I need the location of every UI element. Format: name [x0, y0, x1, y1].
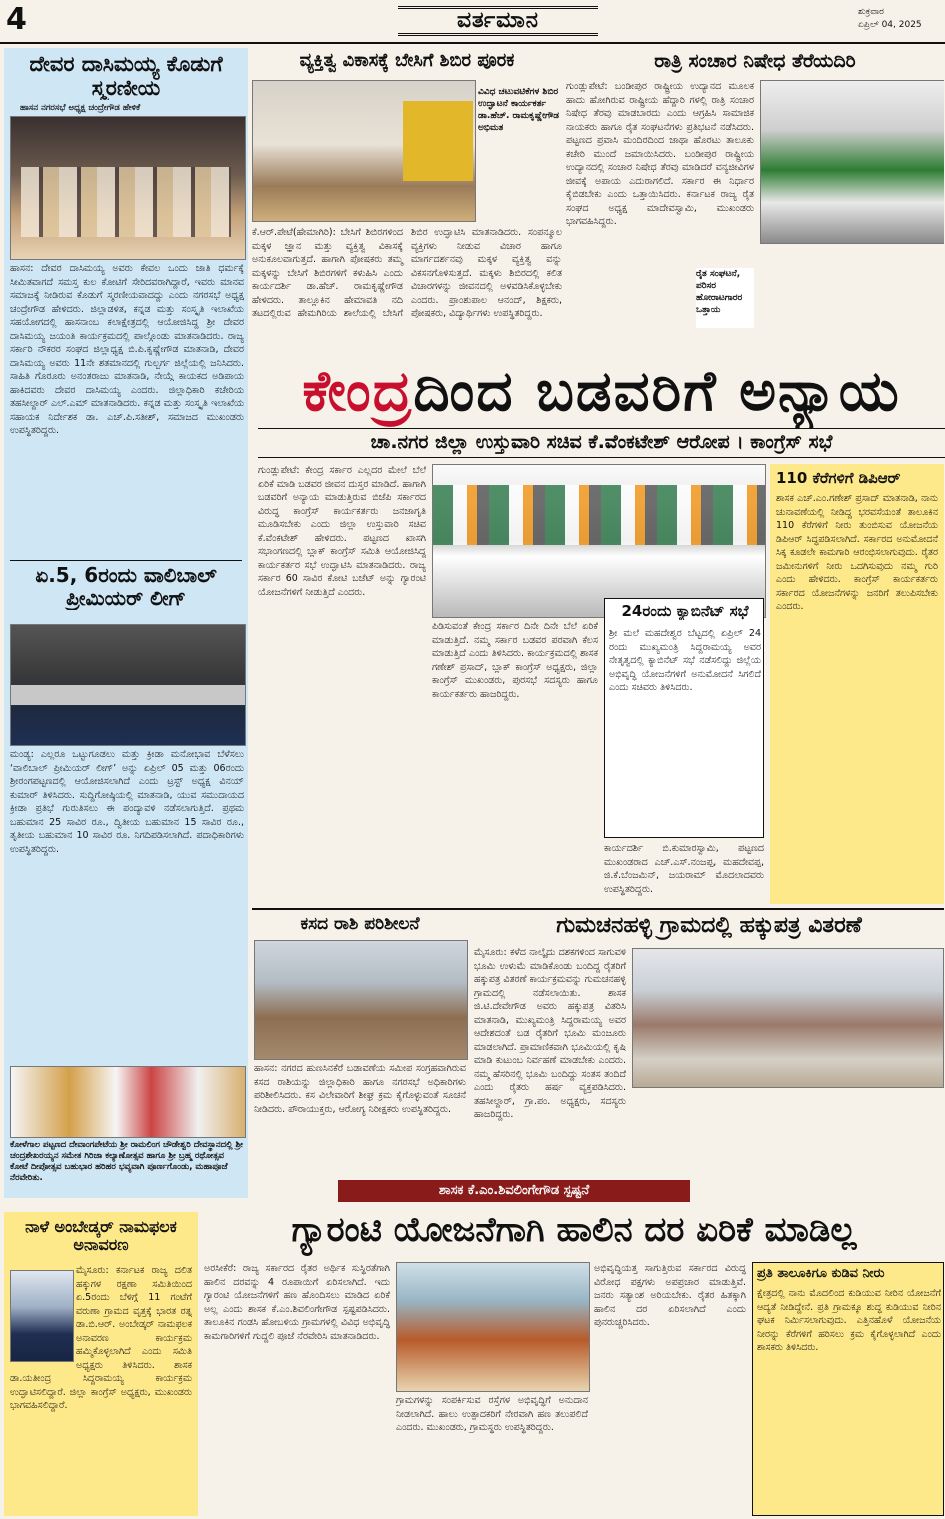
milk-col-1: ಅರಸೀಕೆರೆ: ರಾಜ್ಯ ಸರ್ಕಾರದ ರೈತರ ಅರ್ಥಿಕ ಸುಸ್ಥಿರತೆಗಾಗಿ ಹಾಲಿನ ದರವನ್ನು 4 ರೂಪಾಯಿಗೆ ಏರಿಸಲಾಗಿದೆ. ಇದು ಗ್ಯಾರಂಟಿ ಯೋಜನೆಗಳಿಗೆ ಹಣ ಹೊಂದಿಸಲು ಮಾಡಿದ ಏರಿಕೆ ಅಲ್ಲ ಎಂದು ಶಾಸಕ ಕೆ.ಎಂ.ಶಿವಲಿಂಗೇಗೌಡ ಸ್ಪಷ್ಟಪಡಿಸಿದರು. ತಾಲೂಕಿನ ಗಂಡಸಿ ಹೋಬಳಿಯ ಗ್ರಾಮಗಳಲ್ಲಿ ವಿವಿಧ ಅಭಿವೃದ್ಧಿ ಕಾಮಗಾರಿಗಳಿಗೆ ಗುದ್ದಲಿ ಪೂಜೆ ನೆರವೇರಿಸಿ ಮಾತನಾಡಿದರು.	[204, 1263, 390, 1342]
page-number: 4	[6, 2, 27, 37]
water-box-heading: ಪ್ರತಿ ತಾಲೂಕಿಗೂ ಕುಡಿವ ನೀರು	[757, 1267, 885, 1281]
left-story-1-headline: ದೇವರ ದಾಸಿಮಯ್ಯ ಕೊಡುಗೆ ಸ್ಮರಣೀಯ	[29, 52, 223, 101]
curfew-story	[566, 48, 944, 354]
water-box	[752, 1262, 944, 1516]
left-story-2-headline: ಏ.5, 6ರಂದು ವಾಲಿಬಾಲ್ ಪ್ರೀಮಿಯರ್ ಲೀಗ್	[35, 564, 217, 610]
water-box-body: ಕ್ಷೇತ್ರದಲ್ಲಿ ನಾನು ಮೊದಲಿಂದ ಕುಡಿಯುವ ನೀರಿನ ಯೋಜನೆಗೆ ಆದ್ಯತೆ ನೀಡಿದ್ದೇನೆ. ಪ್ರತಿ ಗ್ರಾಮಕ್ಕೂ ಶುದ್ಧ ಕುಡಿಯುವ ನೀರಿನ ಘಟಕ ನಿರ್ಮಿಸಲಾಗುವುದು. ಎತ್ತಿನಹೊಳೆ ಯೋಜನೆಯ ನೀರನ್ನು ಕೆರೆಗಳಿಗೆ ಹರಿಸಲು ಕ್ರಮ ಕೈಗೊಳ್ಳಲಾಗಿದೆ ಎಂದು ಶಾಸಕರು ತಿಳಿಸಿದರು.	[757, 1288, 941, 1353]
lead-headline	[258, 360, 945, 428]
camp-photo-caption: ವಿವಿಧ ಚಟುವಟಿಕೆಗಳ ಶಿಬಿರ ಉದ್ಘಾಟನೆ ಕಾರ್ಯಕರ್ತ ಡಾ.ಹೆಚ್. ರಾಮಕೃಷ್ಣೇಗೌಡ ಅಭಿಮತ	[478, 87, 560, 133]
section-rule	[252, 908, 944, 910]
curfew-pull-quote: ರೈತ ಸಂಘಟನೆ, ಪರಿಸರ ಹೋರಾಟಗಾರರ ಒತ್ತಾಯ	[696, 268, 754, 328]
dpr-body: ಶಾಸಕ ಎಚ್.ಎಂ.ಗಣೇಶ್ ಪ್ರಸಾದ್ ಮಾತನಾಡಿ, ನಾನು ಚುನಾವಣೆಯಲ್ಲಿ ನೀಡಿದ್ದ ಭರವಸೆಯಂತೆ ತಾಲೂಕಿನ 110 ಕೆರೆಗಳಿಗೆ ನೀರು ತುಂಬಿಸುವ ಯೋಜನೆಯ ಡಿಪಿಆರ್ ಸಿದ್ಧಪಡಿಸಲಾಗಿದೆ. ಸರ್ಕಾರದ ಅನುಮೋದನೆ ಸಿಕ್ಕ ಕೂಡಲೇ ಕಾಮಗಾರಿ ಆರಂಭಿಸಲಾಗುವುದು. ರೈತರ ಜಮೀನುಗಳಿಗೆ ನೀರು ಒದಗಿಸುವುದು ನಮ್ಮ ಗುರಿ ಎಂದು ಹೇಳಿದರು. ಕಾಂಗ್ರೆಸ್ ಕಾರ್ಯಕರ್ತರು ಸರ್ಕಾರದ ಯೋಜನೆಗಳನ್ನು ಜನರಿಗೆ ತಲುಪಿಸಬೇಕು ಎಂದರು.	[776, 493, 938, 612]
left-story-2-photo	[10, 624, 246, 746]
lead-col-1: ಗುಂಡ್ಲುಪೇಟೆ: ಕೇಂದ್ರ ಸರ್ಕಾರ ಎಲ್ಲದರ ಮೇಲೆ ಬೆಲೆ ಏರಿಕೆ ಮಾಡಿ ಬಡವರ ಜೀವನ ದುಸ್ತರ ಮಾಡಿದೆ. ಹಾಗಾಗಿ ಬಡವರಿಗೆ ಅನ್ಯಾಯ ಮಾಡುತ್ತಿರುವ ಬಿಜೆಪಿ ಸರ್ಕಾರದ ವಿರುದ್ಧ ಕಾಂಗ್ರೆಸ್ ಕಾರ್ಯಕರ್ತರು ಜನಜಾಗೃತಿ ಮೂಡಿಸಬೇಕು ಎಂದು ಜಿಲ್ಲಾ ಉಸ್ತುವಾರಿ ಸಚಿವ ಕೆ.ವೆಂಕಟೇಶ್ ಹೇಳಿದರು. ಪಟ್ಟಣದ ಖಾಸಗಿ ಸಭಾಂಗಣದಲ್ಲಿ ಬ್ಲಾಕ್ ಕಾಂಗ್ರೆಸ್ ಸಮಿತಿ ಆಯೋಜಿಸಿದ್ದ ಕಾರ್ಯಕರ್ತರ ಸಭೆ ಉದ್ಘಾಟಿಸಿ ಮಾತನಾಡಿದರು. ರಾಜ್ಯ ಸರ್ಕಾರ 60 ಸಾವಿರ ಕೋಟಿ ಬಜೆಟ್ ಅನ್ನು ಗ್ಯಾರಂಟಿ ಯೋಜನೆಗಳಿಗೆ ನೀಡುತ್ತಿದೆ ಎಂದರು.	[258, 465, 426, 598]
lead-photo	[432, 464, 766, 618]
milk-kicker: ಶಾಸಕ ಕೆ.ಎಂ.ಶಿವಲಿಂಗೇಗೌಡ ಸ್ಪಷ್ಟನೆ	[338, 1180, 690, 1202]
garbage-story	[252, 912, 468, 1174]
ambedkar-panel	[4, 1212, 198, 1516]
dateline-day: ಶುಕ್ರವಾರ	[858, 7, 884, 17]
deeds-photo	[632, 948, 944, 1088]
cabinet-box-body: ಶ್ರೀ ಮಲೆ ಮಹದೇಶ್ವರ ಬೆಟ್ಟದಲ್ಲಿ ಏಪ್ರಿಲ್ 24 ರಂದು ಮುಖ್ಯಮಂತ್ರಿ ಸಿದ್ದರಾಮಯ್ಯ ಅವರ ನೇತೃತ್ವದಲ್ಲಿ ಕ್ಯಾಬಿನೆಟ್ ಸಭೆ ನಡೆಸಲಿದ್ದು ಜಿಲ್ಲೆಯ ಅಭಿವೃದ್ಧಿ ಯೋಜನೆಗಳಿಗೆ ಅನುಮೋದನೆ ಸಿಗಲಿದೆ ಎಂದು ಸಚಿವರು ತಿಳಿಸಿದರು.	[609, 628, 761, 693]
dateline	[858, 6, 942, 32]
lead-col-3: ಕಾರ್ಯದರ್ಶಿ ಬಿ.ಕುಮಾರಸ್ವಾಮಿ, ಪಟ್ಟಣದ ಮುಖಂಡರಾದ ಎಚ್.ಎಸ್.ನಂಜಪ್ಪ, ಮಹದೇವಪ್ಪ, ಜಿ.ಕೆ.ಬೆಂಜಮಿನ್, ಜಯರಾಮ್ ಮೊದಲಾದವರು ಉಪಸ್ಥಿತರಿದ್ದರು.	[604, 843, 764, 895]
newspaper-brand: ವರ್ತಮಾನ	[398, 6, 598, 36]
deeds-story	[474, 912, 944, 1174]
temple-event-caption: ಕೋಳೆಗಾಲ ಪಟ್ಟಣದ ದೇವಾಂಗಪೇಟೆಯ ಶ್ರೀ ರಾಮಲಿಂಗ ಚೌಡೇಶ್ವರಿ ದೇವಸ್ಥಾನದಲ್ಲಿ ಶ್ರೀ ಚಂದ್ರಶೇಖರಯ್ಯನ ಸಮೇತ ಗಿರಿಜಾ ಕಲ್ಯಾಣೋತ್ಸವ ಹಾಗೂ ಶ್ರೀ ಬ್ರಹ್ಮ ರಥೋತ್ಸವ ಕೋಟೆ ದೀಪೋತ್ಸವ ಬಹುಭಾರ ಹರಿಹರ ಭವ್ಯವಾಗಿ ಪೂರ್ಣಗೊಂಡು, ಮಹಾಪೂಜೆ ನೆರವೇರಿತು.	[10, 1140, 243, 1183]
masthead	[0, 0, 945, 44]
ambedkar-body	[10, 1264, 192, 1512]
left-story-1-body: ಹಾಸನ: ದೇವರ ದಾಸಿಮಯ್ಯ ಅವರು ಕೇವಲ ಒಂದು ಜಾತಿ ಧರ್ಮಕ್ಕೆ ಸೀಮಿತವಾಗದೆ ಸಮಸ್ತ ಕುಲ ಕೋಟಿಗೆ ಸೇರಿದವರಾಗಿದ್ದಾರೆ, ಇವರು ಮಾನವ ಸಮಾಜಕ್ಕೆ ನೀಡಿರುವ ಕೊಡುಗೆ ಸ್ಮರಣೀಯವಾದದ್ದು ಎಂದು ನಗರಸಭೆ ಅಧ್ಯಕ್ಷ ಚಂದ್ರೇಗೌಡ ಹೇಳಿದರು. ಜಿಲ್ಲಾಡಳಿತ, ಕನ್ನಡ ಮತ್ತು ಸಂಸ್ಕೃತಿ ಇಲಾಖೆಯ ಸಹಯೋಗದಲ್ಲಿ ಹಾಸನಾಂಬ ಕಲಾಕ್ಷೇತ್ರದಲ್ಲಿ ಆಯೋಜಿಸಿದ್ದ ಶ್ರೀ ದೇವರ ದಾಸಿಮಯ್ಯ ಜಯಂತಿ ಕಾರ್ಯಕ್ರಮದಲ್ಲಿ ಪಾಲ್ಗೊಂಡು ಮಾತನಾಡಿದರು. ರಾಜ್ಯ ಸರ್ಕಾರಿ ನೌಕರರ ಸಂಘದ ಜಿಲ್ಲಾಧ್ಯಕ್ಷ ಬಿ.ಪಿ.ಕೃಷ್ಣೇಗೌಡ ಮಾತನಾಡಿ, ದೇವರ ದಾಸಿಮಯ್ಯ ಅವರು 11ನೇ ಶತಮಾನದಲ್ಲಿ ಗುಲ್ಬರ್ಗ ಜಿಲ್ಲೆಯಲ್ಲಿ ಜನಿಸಿದರು. ಸಾಹಿತಿ ಗೊರೂರು ಅನಂತರಾಜು ಮಾತನಾಡಿ, ನೇಯ್ಗೆ ಕಾಯಕದ ಅಡಿಪಾಯ ಹಾಕಿದವರು ದೇವರ ದಾಸಿಮಯ್ಯ ಎಂದರು. ಜಿಲ್ಲಾಧಿಕಾರಿ ಕಚೇರಿಯ ತಹಸೀಲ್ದಾರ್ ಎಲ್.ಎಮ್ ಮಾತನಾಡಿದರು. ಕನ್ನಡ ಮತ್ತು ಸಂಸ್ಕೃತಿ ಇಲಾಖೆಯ ಸಹಾಯಕ ನಿರ್ದೇಶಕ ಡಾ. ಎಚ್.ಪಿ.ಸತೀಶ್, ಸಮಾಜದ ಮುಖಂಡರು ಉಪಸ್ಥಿತರಿದ್ದರು.	[10, 263, 244, 436]
ambedkar-body-text: ಮೈಸೂರು: ಕರ್ನಾಟಕ ರಾಜ್ಯ ದಲಿತ ಹಕ್ಕುಗಳ ರಕ್ಷಣಾ ಸಮಿತಿಯಿಂದ ಏ.5ರಂದು ಬೆಳಿಗ್ಗೆ 11 ಗಂಟೆಗೆ ವರುಣಾ ಗ್ರಾಮದ ವೃತ್ತಕ್ಕೆ ಭಾರತ ರತ್ನ ಡಾ.ಬಿ.ಆರ್. ಅಂಬೇಡ್ಕರ್ ನಾಮಫಲಕ ಅನಾವರಣ ಕಾರ್ಯಕ್ರಮ ಹಮ್ಮಿಕೊಳ್ಳಲಾಗಿದೆ ಎಂದು ಸಮಿತಿ ಅಧ್ಯಕ್ಷರು ತಿಳಿಸಿದರು. ಶಾಸಕ ಡಾ.ಯತೀಂದ್ರ ಸಿದ್ದರಾಮಯ್ಯ ಕಾರ್ಯಕ್ರಮ ಉದ್ಘಾಟಿಸಲಿದ್ದಾರೆ. ಜಿಲ್ಲಾ ಕಾಂಗ್ರೆಸ್ ಅಧ್ಯಕ್ಷರು, ಮುಖಂಡರು ಭಾಗವಹಿಸಲಿದ್ದಾರೆ.	[10, 1265, 192, 1411]
camp-photo	[252, 80, 476, 222]
lead-col-2: ಪಿಡಿಸುವಂತೆ ಕೇಂದ್ರ ಸರ್ಕಾರ ದಿನೇ ದಿನೇ ಬೆಲೆ ಏರಿಕೆ ಮಾಡುತ್ತಿದೆ. ನಮ್ಮ ಸರ್ಕಾರ ಬಡವರ ಪರವಾಗಿ ಕೆಲಸ ಮಾಡುತ್ತಿದೆ ಎಂದು ತಿಳಿಸಿದರು. ಕಾರ್ಯಕ್ರಮದಲ್ಲಿ ಶಾಸಕ ಗಣೇಶ್ ಪ್ರಸಾದ್, ಬ್ಲಾಕ್ ಕಾಂಗ್ರೆಸ್ ಅಧ್ಯಕ್ಷರು, ಜಿಲ್ಲಾ ಕಾಂಗ್ರೆಸ್ ಮುಖಂಡರು, ಪುರಸಭೆ ಸದಸ್ಯರು ಹಾಗೂ ಕಾರ್ಯಕರ್ತರು ಹಾಜರಿದ್ದರು.	[432, 621, 598, 700]
cabinet-box-heading: 24ರಂದು ಕ್ಯಾಬಿನೆಟ್ ಸಭೆ	[621, 603, 749, 620]
temple-event-photo	[10, 1066, 246, 1138]
camp-story	[252, 48, 562, 354]
ambedkar-headline: ನಾಳೆ ಅಂಬೇಡ್ಕರ್ ನಾಮಫಲಕ ಅನಾವರಣ	[25, 1218, 177, 1255]
camp-body: ಕೆ.ಆರ್.ಪೇಟೆ(ಹೇಮಾಗಿರಿ): ಬೇಸಿಗೆ ಶಿಬಿರಗಳಿಂದ ಮಕ್ಕಳ ಜ್ಞಾನ ಮತ್ತು ವ್ಯಕ್ತಿತ್ವ ವಿಕಾಸಕ್ಕೆ ಅನುಕೂಲವಾಗುತ್ತದೆ. ಹಾಗಾಗಿ ಪೋಷಕರು ತಮ್ಮ ಮಕ್ಕಳನ್ನು ಬೇಸಿಗೆ ಶಿಬಿರಗಳಿಗೆ ಕಳುಹಿಸಿ ಎಂದು ಕಾರ್ಯದರ್ಶಿ ಡಾ.ಹೆಚ್. ರಾಮಕೃಷ್ಣೇಗೌಡ ಹೇಳಿದರು. ತಾಲ್ಲೂಕಿನ ಹೇಮಾವತಿ ನದಿ ತಟದಲ್ಲಿರುವ ಹೇಮಗಿರಿಯ ಶಾಲೆಯಲ್ಲಿ ಬೇಸಿಗೆ ಶಿಬಿರ ಉದ್ಘಾಟಿಸಿ ಮಾತನಾಡಿದರು. ಸಂಪನ್ಮೂಲ ವ್ಯಕ್ತಿಗಳು ನೀಡುವ ವಿಚಾರ ಹಾಗೂ ಮಾರ್ಗದರ್ಶನವು ಮಕ್ಕಳ ವ್ಯಕ್ತಿತ್ವ ವನ್ನು ವಿಕಸನಗೊಳಿಸುತ್ತದೆ. ಮಕ್ಕಳು ಶಿಬಿರದಲ್ಲಿ ಕಲಿತ ವಿಚಾರಗಳನ್ನು ಜೀವನದಲ್ಲಿ ಅಳವಡಿಸಿಕೊಳ್ಳಬೇಕು ಎಂದರು. ಪ್ರಾಂಶುಪಾಲ ಆನಂದ್, ಶಿಕ್ಷಕರು, ಪೋಷಕರು, ವಿದ್ಯಾರ್ಥಿಗಳು ಉಪಸ್ಥಿತರಿದ್ದರು.	[252, 227, 562, 319]
milk-col-3: ಅಭಿವೃದ್ಧಿಯತ್ತ ಸಾಗುತ್ತಿರುವ ಸರ್ಕಾರದ ವಿರುದ್ಧ ವಿರೋಧ ಪಕ್ಷಗಳು ಅಪಪ್ರಚಾರ ಮಾಡುತ್ತಿವೆ. ಜನರು ಸತ್ಯಾಂಶ ಅರಿಯಬೇಕು. ರೈತರ ಹಿತಕ್ಕಾಗಿ ಹಾಲಿನ ದರ ಏರಿಸಲಾಗಿದೆ ಎಂದು ಪುನರುಚ್ಚರಿಸಿದರು.	[594, 1263, 746, 1328]
curfew-headline: ರಾತ್ರಿ ಸಂಚಾರ ನಿಷೇಧ ತೆರೆಯದಿರಿ	[654, 50, 856, 72]
dpr-heading: 110 ಕೆರೆಗಳಿಗೆ ಡಿಪಿಆರ್	[776, 470, 901, 487]
dpr-sidebar	[770, 464, 944, 904]
curfew-body-continued	[760, 246, 944, 352]
deeds-body: ಮೈಸೂರು: ಕಳೆದ ನಾಲ್ಕೈದು ದಶಕಗಳಿಂದ ಸಾಗುವಳಿ ಭೂಮಿ ಉಳುಮೆ ಮಾಡಿಕೊಂಡು ಬಂದಿದ್ದ ರೈತರಿಗೆ ಹಕ್ಕುಪತ್ರ ವಿತರಣೆ ಕಾರ್ಯಕ್ರಮವನ್ನು ಗುಮಚನಹಳ್ಳಿ ಗ್ರಾಮದಲ್ಲಿ ನಡೆಸಲಾಯಿತು. ಶಾಸಕ ಜಿ.ಟಿ.ದೇವೇಗೌಡ ಅವರು ಹಕ್ಕುಪತ್ರ ವಿತರಿಸಿ ಮಾತನಾಡಿ, ಮುಖ್ಯಮಂತ್ರಿ ಸಿದ್ದರಾಮಯ್ಯ ಅವರ ಆದೇಶದಂತೆ ಬಡ ರೈತರಿಗೆ ಭೂಮಿ ಮಂಜೂರು ಮಾಡಲಾಗಿದೆ. ಪ್ರಾಮಾಣಿಕವಾಗಿ ಭೂಮಿಯಲ್ಲಿ ಕೃಷಿ ಮಾಡಿ ಕುಟುಂಬ ನಿರ್ವಹಣೆ ಮಾಡಬೇಕು ಎಂದರು. ನಮ್ಮ ಹೆಸರಿನಲ್ಲಿ ಭೂಮಿ ಬಂದಿದ್ದು ಸಂತಸ ತಂದಿದೆ ಎಂದು ರೈತರು ಹರ್ಷ ವ್ಯಕ್ತಪಡಿಸಿದರು. ತಹಸೀಲ್ದಾರ್, ಗ್ರಾ.ಪಂ. ಅಧ್ಯಕ್ಷರು, ಸದಸ್ಯರು ಹಾಜರಿದ್ದರು.	[474, 947, 626, 1120]
portrait-spacer	[10, 1264, 76, 1364]
lead-headline-red: ಕೇಂದ್ರ	[302, 360, 414, 424]
curfew-body: ಗುಂಡ್ಲುಪೇಟೆ: ಬಂಡೀಪುರ ರಾಷ್ಟ್ರೀಯ ಉದ್ಯಾನದ ಮೂಲಕ ಹಾದು ಹೋಗಿರುವ ರಾಷ್ಟ್ರೀಯ ಹೆದ್ದಾರಿ ಗಳಲ್ಲಿ ರಾತ್ರಿ ಸಂಚಾರ ನಿಷೇಧ ತೆರವು ಮಾಡಬಾರದು ಎಂದು ಆಗ್ರಹಿಸಿ ಸಾಮಾಜಿಕ ನಾಯಕರು ಹಾಗೂ ರೈತ ಸಂಘಟನೆಗಳು ಪ್ರತಿಭಟನೆ ನಡೆಸಿದರು. ಪಟ್ಟಣದ ಪ್ರವಾಸಿ ಮಂದಿರದಿಂದ ಜಾಥಾ ಹೊರಟು ತಾಲೂಕು ಕಚೇರಿ ಮುಂದೆ ಜಮಾಯಿಸಿದರು. ಬಂಡೀಪುರ ರಾಷ್ಟ್ರೀಯ ಉದ್ಯಾನದಲ್ಲಿ ಸಂಚಾರ ನಿಷೇಧ ತೆರವು ಮಾಡಿದರೆ ವನ್ಯಜೀವಿಗಳ ಜೀವಕ್ಕೆ ಅಪಾಯ ಎದುರಾಗಲಿದೆ. ಸರ್ಕಾರ ಈ ನಿರ್ಧಾರ ಕೈಬಿಡಬೇಕು ಎಂದು ಒತ್ತಾಯಿಸಿದರು. ಕರ್ನಾಟಕ ರಾಜ್ಯ ರೈತ ಸಂಘದ ಅಧ್ಯಕ್ಷ ಮಾದೇವಸ್ವಾಮಿ, ಮುಖಂಡರು ಭಾಗವಹಿಸಿದ್ದರು.	[566, 81, 754, 227]
left-panel	[4, 48, 248, 1198]
camp-headline: ವ್ಯಕ್ತಿತ್ವ ವಿಕಾಸಕ್ಕೆ ಬೇಸಿಗೆ ಶಿಬಿರ ಪೂರಕ	[299, 50, 515, 71]
garbage-body: ಹಾಸನ: ನಗರದ ಹುಣಸಿನಕೆರೆ ಬಡಾವಣೆಯ ಸಮೀಪ ಸಂಗ್ರಹವಾಗಿರುವ ಕಸದ ರಾಶಿಯನ್ನು ಜಿಲ್ಲಾಧಿಕಾರಿ ಹಾಗೂ ನಗರಸಭೆ ಅಧಿಕಾರಿಗಳು ಪರಿಶೀಲಿಸಿದರು. ಕಸ ವಿಲೇವಾರಿಗೆ ಶೀಘ್ರ ಕ್ರಮ ಕೈಗೊಳ್ಳುವಂತೆ ಸೂಚನೆ ನೀಡಿದರು. ಪೌರಾಯುಕ್ತರು, ಆರೋಗ್ಯ ನಿರೀಕ್ಷಕರು ಉಪಸ್ಥಿತರಿದ್ದರು.	[254, 1063, 466, 1115]
lead-subheadline: ಚಾ.ನಗರ ಜಿಲ್ಲಾ ಉಸ್ತುವಾರಿ ಸಚಿವ ಕೆ.ವೆಂಕಟೇಶ್ ಆರೋಪ । ಕಾಂಗ್ರೆಸ್ ಸಭೆ	[258, 428, 945, 458]
milk-col-2: ಗ್ರಾಮಗಳನ್ನು ಸಂಪರ್ಕಿಸುವ ರಸ್ತೆಗಳ ಅಭಿವೃದ್ಧಿಗೆ ಅನುದಾನ ನೀಡಲಾಗಿದೆ. ಹಾಲು ಉತ್ಪಾದಕರಿಗೆ ನೇರವಾಗಿ ಹಣ ತಲುಪಲಿದೆ ಎಂದರು. ಮುಖಂಡರು, ಗ್ರಾಮಸ್ಥರು ಉಪಸ್ಥಿತರಿದ್ದರು.	[396, 1395, 588, 1433]
deeds-body-continued	[632, 1090, 942, 1172]
left-story-1-byline: ಹಾಸನ ನಗರಸಭೆ ಅಧ್ಯಕ್ಷ ಚಂದ್ರೇಗೌಡ ಹೇಳಿಕೆ	[20, 103, 141, 113]
divider	[10, 560, 242, 561]
dateline-date: ಏಪ್ರಿಲ್ 04, 2025	[858, 20, 922, 30]
cabinet-box	[604, 598, 764, 838]
milk-headline: ಗ್ಯಾರಂಟಿ ಯೋಜನೆಗಾಗಿ ಹಾಲಿನ ದರ ಏರಿಕೆ ಮಾಡಿಲ್ಲ	[291, 1210, 857, 1250]
garbage-headline: ಕಸದ ರಾಶಿ ಪರಿಶೀಲನೆ	[300, 914, 420, 934]
deeds-headline: ಗುಮಚನಹಳ್ಳಿ ಗ್ರಾಮದಲ್ಲಿ ಹಕ್ಕುಪತ್ರ ವಿತರಣೆ	[556, 913, 862, 938]
left-story-1-photo	[10, 116, 246, 260]
garbage-photo	[254, 940, 468, 1060]
left-story-2-body: ಮಂಡ್ಯ: ಎಲ್ಲರೂ ಒಟ್ಟುಗೂಡಲು ಮತ್ತು ಕ್ರೀಡಾ ಮನೋಭಾವ ಬೆಳೆಸಲು ‘ವಾಲಿಬಾಲ್ ಪ್ರೀಮಿಯರ್ ಲೀಗ್’ ಅನ್ನು ಏಪ್ರಿಲ್ 05 ಮತ್ತು 06ರಂದು ಶ್ರೀರಂಗಪಟ್ಟಣದಲ್ಲಿ ಆಯೋಜಿಸಲಾಗಿದೆ ಎಂದು ಟ್ರಸ್ಟ್ ಅಧ್ಯಕ್ಷ ವಿನಯ್ ಕುಮಾರ್ ತಿಳಿಸಿದರು. ಸುದ್ದಿಗೋಷ್ಠಿಯಲ್ಲಿ ಮಾತನಾಡಿ, ಯುವ ಸಮುದಾಯದ ಕ್ರೀಡಾ ಪ್ರತಿಭೆ ಗುರುತಿಸಲು ಈ ಪಂದ್ಯಾವಳಿ ನಡೆಸಲಾಗುತ್ತಿದೆ. ಪ್ರಥಮ ಬಹುಮಾನ 25 ಸಾವಿರ ರೂ., ದ್ವಿತೀಯ ಬಹುಮಾನ 15 ಸಾವಿರ ರೂ., ತೃತೀಯ ಬಹುಮಾನ 10 ಸಾವಿರ ರೂ. ನಿಗದಿಪಡಿಸಲಾಗಿದೆ. ಪದಾಧಿಕಾರಿಗಳು ಉಪಸ್ಥಿತರಿದ್ದರು.	[10, 749, 244, 855]
lead-headline-rest: ದಿಂದ ಬಡವರಿಗೆ ಅನ್ಯಾಯ	[413, 360, 901, 424]
milk-photo	[396, 1262, 590, 1392]
curfew-photo	[760, 80, 944, 244]
